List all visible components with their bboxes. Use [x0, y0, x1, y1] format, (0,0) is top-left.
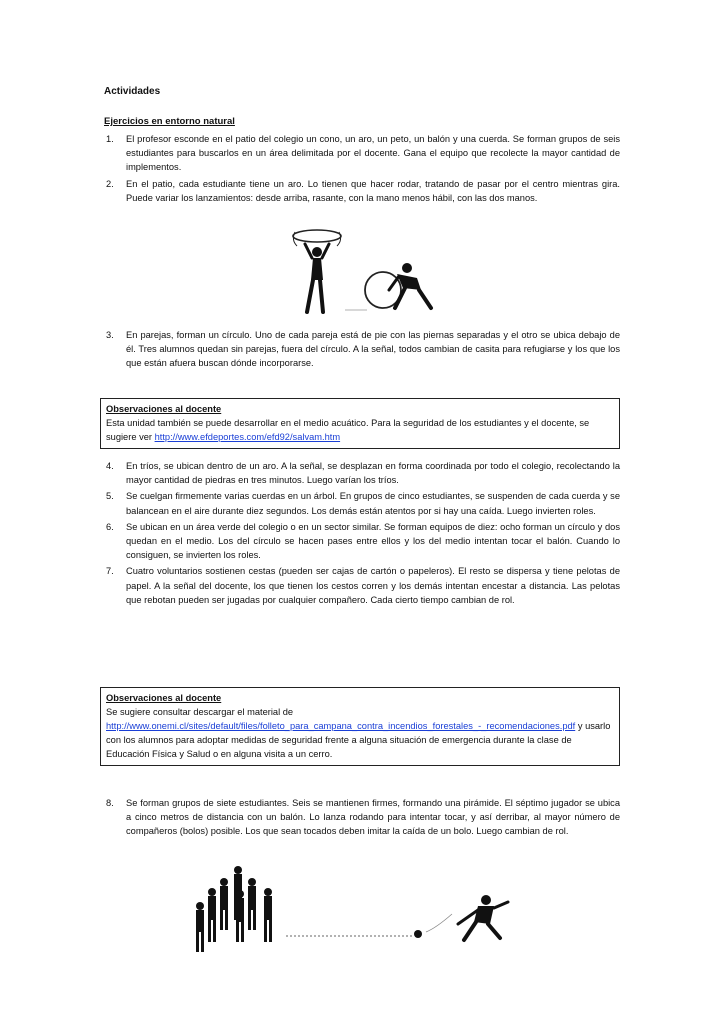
- list-item: 8. Se forman grupos de siete estudiantes. Seis se mantienen firmes, formando una pirámide. El séptimo jugador se ubica a cinco metros de distancia con un balón. Lo lanza rodando para intentar tocar, y así derribar, al mayor número de compañeros (bolos) posible. Los que sean tocados deben imitar la caída de un bolo. Luego cambian de rol.: [106, 798, 620, 837]
- efdeportes-link[interactable]: http://www.efdeportes.com/efd92/salvam.htm: [154, 432, 341, 442]
- onemi-link[interactable]: http://www.onemi.cl/sites/default/files/folleto_para_campana_contra_incendios_forestales_-_recomendaciones.pdf: [106, 721, 576, 731]
- section-heading: Actividades: [104, 86, 161, 97]
- list-item: 4. En tríos, se ubican dentro de un aro. A la señal, se desplazan en forma coordinada por todo el colegio, recolectando la mayor cantidad de piedras en tres minutos. Luego varían los tríos.: [106, 461, 620, 486]
- hoop-rolling-illustration: [285, 222, 445, 322]
- list-item: 5. Se cuelgan firmemente varias cuerdas en un árbol. En grupos de cinco estudiantes, se suspenden de cada cuerda y se balancean en el aire durante diez segundos. Los demás están atentos por si hay una caída. Luego invierten roles.: [106, 491, 620, 516]
- teacher-notes-box: Observaciones al docente Esta unidad también se puede desarrollar en el medio acuático. Para la seguridad de los estudiantes y el docente, se sugiere ver http://www.efdeportes.com/efd92/salvam.htm: [100, 398, 620, 449]
- activity-list-part-3: [104, 459, 620, 609]
- teacher-notes-box: Observaciones al docente Se sugiere consultar descargar el material de http://www.onemi.cl/sites/default/files/folleto_para_campana_contra_incendios_forestales_-_recomendaciones.pdf y usarlo con los alumnos para adoptar medidas de seguridad frente a alguna situación de emergencia durante la clase de Educación Física y Salud o en alguna visita a un cerro.: [100, 687, 620, 766]
- human-bowling-illustration: [190, 862, 520, 957]
- activity-list-part-2: [104, 328, 620, 373]
- list-item: 2. En el patio, cada estudiante tiene un aro. Lo tienen que hacer rodar, tratando de pasar por el centro mientras gira. Puede variar los lanzamientos: desde arriba, rasante, con la mano menos hábil, con las dos manos.: [106, 178, 620, 203]
- activity-list-part-4: [104, 796, 620, 841]
- section-subheading: Ejercicios en entorno natural: [104, 116, 235, 127]
- list-item: 3. En parejas, forman un círculo. Uno de cada pareja está de pie con las piernas separadas y el otro se ubica debajo de él. Tres alumnos quedan sin parejas, fuera del círculo. A la señal, todos cambian de casita para refugiarse y los que los que están afuera buscan dónde incorporarse.: [106, 330, 620, 369]
- list-item: 1. El profesor esconde en el patio del colegio un cono, un aro, un peto, un balón y una cuerda. Se forman grupos de seis estudiantes para buscarlos en un área delimitada por el docente. Gana el equipo que recolecte la mayor cantidad de implementos.: [106, 134, 620, 173]
- list-item: 7. Cuatro voluntarios sostienen cestas (pueden ser cajas de cartón o papeleros). El resto se dispersa y tiene pelotas de papel. A la señal del docente, los que tienen los cestos corren y los demás intentan encestar a distancia. Las pelotas que rebotan pueden ser jugadas por cualquier compañero. Cada cierto tiempo cambian de rol.: [106, 566, 620, 605]
- activity-list-part-1: [104, 132, 620, 207]
- list-item: 6. Se ubican en un área verde del colegio o en un sector similar. Se forman equipos de diez: ocho forman un círculo y dos quedan en el medio. Los del círculo se hacen pases entre ellos y los del medio intentan tocar el balón. Cuando lo consiguen, se invierten los roles.: [106, 521, 620, 561]
